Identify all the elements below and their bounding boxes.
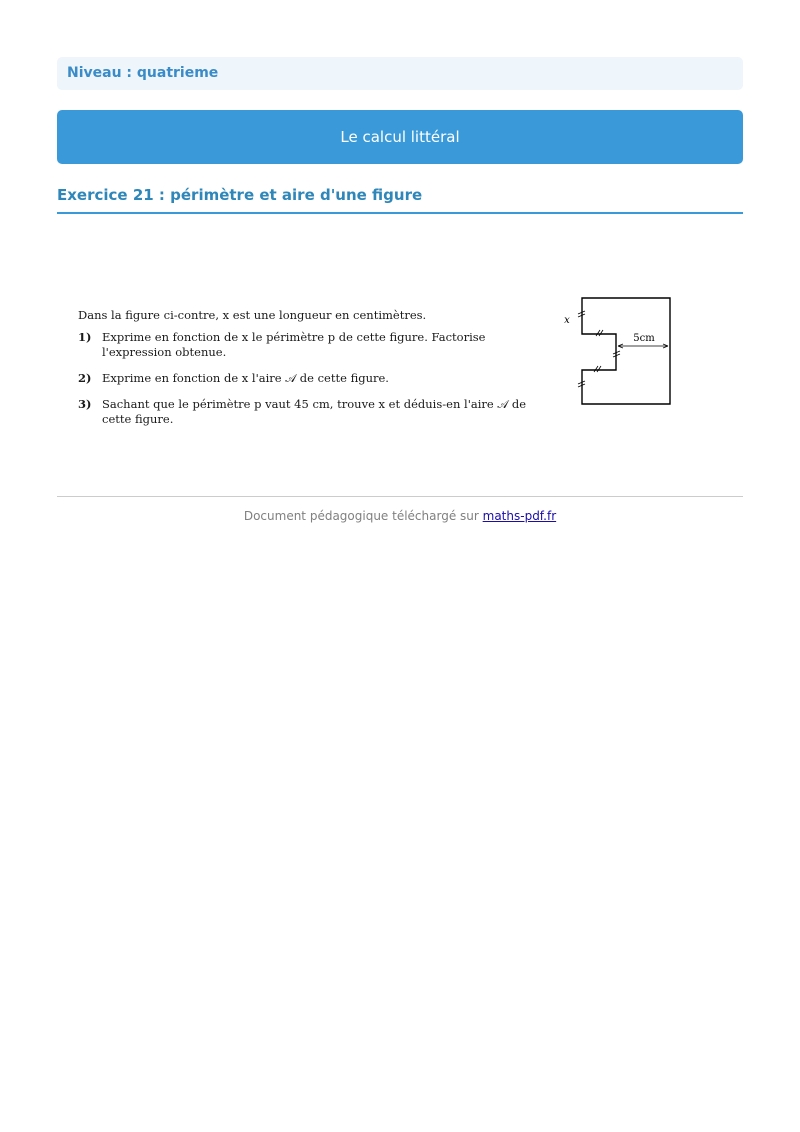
question-number: 3) <box>78 397 92 411</box>
question-text: Sachant que le périmètre p vaut 45 cm, trouve x et déduis-en l'aire 𝒜 de cette figure. <box>102 397 527 426</box>
figure-x-label: x <box>564 315 570 326</box>
footer-link[interactable]: maths-pdf.fr <box>482 509 557 523</box>
exercise-intro: Dans la figure ci-contre, x est une longueur en centimètres. <box>78 308 427 322</box>
footer-divider <box>57 496 743 497</box>
figure-diagram <box>560 294 680 412</box>
figure-outline <box>582 298 670 404</box>
dimension-arrow <box>618 344 668 348</box>
question-number: 1) <box>78 330 92 344</box>
chapter-title: Le calcul littéral <box>340 128 460 146</box>
footer <box>0 509 800 523</box>
equal-marks <box>578 311 620 387</box>
level-label: Niveau : quatrieme <box>67 65 219 81</box>
question-text: Exprime en fonction de x le périmètre p de cette figure. Factorise l'expression obtenue. <box>102 330 486 359</box>
title-divider <box>57 212 743 214</box>
figure-width-label: 5cm <box>633 333 655 344</box>
chapter-banner <box>57 110 743 164</box>
exercise-title: Exercice 21 : périmètre et aire d'une figure <box>57 186 423 204</box>
level-box <box>57 57 743 90</box>
question-text: Exprime en fonction de x l'aire 𝒜 de cette figure. <box>102 371 389 385</box>
footer-text: Document pédagogique téléchargé sur <box>243 509 483 523</box>
question-number: 2) <box>78 371 92 385</box>
